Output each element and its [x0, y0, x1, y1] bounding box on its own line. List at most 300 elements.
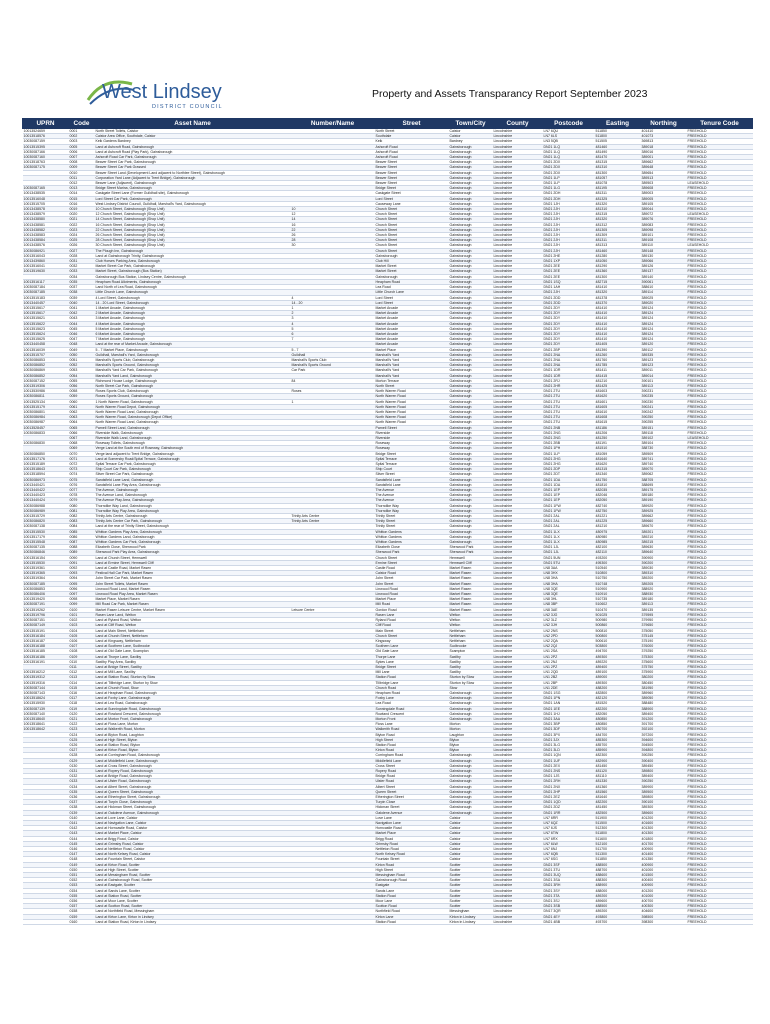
table-cell: FREEHOLD [687, 269, 753, 274]
table-cell: 481410 [595, 337, 641, 342]
table-cell: Lincolnshire [493, 420, 543, 425]
table-row [23, 279, 753, 284]
table-cell: 389102 [641, 435, 687, 440]
table-cell: 389101 [641, 233, 687, 238]
table-cell: LEASEHOLD [687, 181, 753, 186]
table-cell: DN21 2DY [543, 311, 595, 316]
table-cell: 22 [291, 227, 375, 232]
table-row [23, 810, 753, 815]
table-cell: Thorndike Way Land, Gainsborough [95, 503, 291, 508]
table-cell: DN21 2BP [543, 347, 595, 352]
table-row [23, 550, 753, 555]
table-cell: Lincolnshire [493, 430, 543, 435]
table-cell: Lincolnshire [493, 805, 543, 810]
table-cell: 10013519420 [23, 597, 69, 602]
table-cell: 5 [291, 326, 375, 331]
table-cell: Gainsborough [449, 701, 493, 706]
table-cell: Land at Floss Lane, Morton [95, 722, 291, 727]
table-cell: 375600 [641, 659, 687, 664]
table-cell: 510470 [595, 607, 641, 612]
table-cell: LN2 2QA [543, 638, 595, 643]
table-row [23, 644, 753, 649]
table-cell: Land at Albert Street, Gainsborough [95, 784, 291, 789]
table-cell: 0157 [69, 904, 95, 909]
table-cell: FREEHOLD [687, 836, 753, 841]
table-cell: 10013516187 [23, 638, 69, 643]
table-cell: DN21 2NB [543, 425, 595, 430]
table-cell: 12 Church Street, Gainsborough (Shop Unit) [95, 212, 291, 217]
table-cell: 481810 [595, 482, 641, 487]
table-cell: 10013518640 [23, 716, 69, 721]
table-cell: 389662 [641, 514, 687, 519]
table-cell: Morton Front [375, 716, 449, 721]
table-cell: 1 [291, 305, 375, 310]
table-cell: Mill Road [375, 602, 449, 607]
table-cell: 389113 [641, 383, 687, 388]
table-cell: Bridge Street Marina, Gainsborough [95, 186, 291, 191]
table-cell: 26 Church Street, Gainsborough (Shop Unit) [95, 233, 291, 238]
table-cell: 389140 [641, 274, 687, 279]
table-cell: 10030087160 [23, 155, 69, 160]
table-cell: FREEHOLD [687, 321, 753, 326]
table-cell: Ulster Road [375, 779, 449, 784]
table-cell: Church Street [375, 633, 449, 638]
table-cell: 389310 [641, 571, 687, 576]
table-cell: 481057 [595, 175, 641, 180]
table-cell: 389920 [641, 503, 687, 508]
table-cell: The Avenue [375, 498, 449, 503]
table-cell: 389180 [641, 597, 687, 602]
table-cell: Lincolnshire [493, 638, 543, 643]
table-row [23, 732, 753, 737]
table-cell: 389025 [641, 295, 687, 300]
table-cell: Sands Lane [375, 888, 449, 893]
table-cell: Land at Cliff Road, Welton [95, 623, 291, 628]
table-cell: 0015 [69, 196, 95, 201]
table-cell: 0150 [69, 867, 95, 872]
table-cell: FREEHOLD [687, 368, 753, 373]
table-cell: Gainsborough [449, 264, 493, 269]
table-cell: FREEHOLD [687, 519, 753, 524]
table-cell: 10013515617 [23, 311, 69, 316]
table-cell: 481601 [595, 399, 641, 404]
table-cell: Gainsborough [449, 789, 493, 794]
table-cell: 0016 [69, 201, 95, 206]
table-cell: Lincolnshire [493, 274, 543, 279]
table-cell: Church Street [375, 248, 449, 253]
table-cell: 481410 [595, 316, 641, 321]
table-cell: Land at Queen Street, Gainsborough [95, 789, 291, 794]
table-cell: 389124 [641, 316, 687, 321]
table-row [23, 175, 753, 180]
table-cell: Market Arcade [375, 337, 449, 342]
table-cell: DN21 1JH [543, 201, 595, 206]
table-cell: DN21 1JL [543, 545, 595, 550]
table-cell: Church Street [375, 233, 449, 238]
table-cell: Gainsborough [449, 711, 493, 716]
table-cell: Land at Ulster Road, Gainsborough [95, 779, 291, 784]
table-cell: 398300 [641, 919, 687, 924]
table-row [23, 638, 753, 643]
table-cell: DN21 1DR [543, 368, 595, 373]
table-cell: Ship Court [375, 467, 449, 472]
table-cell: Gainsborough [449, 399, 493, 404]
table-cell: 0143 [69, 831, 95, 836]
table-cell: LN8 3HX [543, 571, 595, 576]
table-cell: 0102 [69, 618, 95, 623]
table-cell: 0105 [69, 633, 95, 638]
table-cell: 375900 [641, 670, 687, 675]
table-cell: LN1 2PZ [543, 664, 595, 669]
table-cell: Land at Oakdene Avenue, Gainsborough [95, 810, 291, 815]
table-cell: Market Arcade [375, 311, 449, 316]
table-cell: 10030087138 [23, 524, 69, 529]
table-cell: 0068 [69, 441, 95, 446]
table-cell: Lincolnshire [493, 253, 543, 258]
table-cell: Saxilby Play Area, Saxilby [95, 659, 291, 664]
table-cell: Ashcroft Road [375, 155, 449, 160]
table-cell: FREEHOLD [687, 430, 753, 435]
table-cell: Market Rasen [449, 607, 493, 612]
table-cell: Gainsborough [449, 300, 493, 305]
table-row [23, 654, 753, 659]
table-cell: Mill Lane [375, 670, 449, 675]
table-cell: Trinity Street [375, 519, 449, 524]
table-row [23, 186, 753, 191]
table-cell: 400400 [641, 878, 687, 883]
table-cell: DN21 3SB [543, 904, 595, 909]
table-cell: 0032 [69, 264, 95, 269]
table-cell: 0019 [69, 207, 95, 212]
table-cell: FREEHOLD [687, 716, 753, 721]
table-cell: Church Street [375, 243, 449, 248]
table-cell: 0046 [69, 331, 95, 336]
table-row [23, 602, 753, 607]
table-cell: 488900 [595, 883, 641, 888]
table-cell: 375300 [641, 654, 687, 659]
table-cell: 390250 [641, 779, 687, 784]
table-cell: 389044 [641, 207, 687, 212]
table-cell: Beaver Street [375, 170, 449, 175]
table-cell: FREEHOLD [687, 701, 753, 706]
table-cell: 389660 [641, 519, 687, 524]
table-cell: Gainsborough [449, 462, 493, 467]
table-cell: 0047 [69, 337, 95, 342]
table-cell: FREEHOLD [687, 550, 753, 555]
table-cell: DN21 1HJ [543, 711, 595, 716]
table-cell: FREEHOLD [687, 810, 753, 815]
table-cell: Gainsborough [449, 435, 493, 440]
table-cell: 510900 [595, 586, 641, 591]
table-cell: 10030087149 [23, 623, 69, 628]
table-cell: Gainsborough [449, 363, 493, 368]
table-cell: 10013438580 [23, 217, 69, 222]
table-cell: 480980 [595, 534, 641, 539]
table-cell: Lincolnshire [493, 566, 543, 571]
table-cell: 389001 [641, 155, 687, 160]
table-cell: Gainsborough [449, 456, 493, 461]
table-cell: Lincolnshire [493, 716, 543, 721]
table-cell: DN21 1LG [543, 186, 595, 191]
table-cell: 10013518763 [23, 160, 69, 165]
table-cell: DN21 3SF [543, 862, 595, 867]
table-cell: Lincolnshire [493, 774, 543, 779]
table-cell: Welton [449, 618, 493, 623]
table-cell: Lincolnshire [493, 711, 543, 716]
table-cell: FREEHOLD [687, 888, 753, 893]
table-cell: 0135 [69, 789, 95, 794]
table-cell: Lincolnshire [493, 134, 543, 139]
table-cell: Lincolnshire [493, 191, 543, 196]
table-cell: 10030087144 [23, 685, 69, 690]
table-cell: Land at Brigg Road, Caistor [95, 836, 291, 841]
table-cell: Laughton [449, 732, 493, 737]
table-cell: Gainsborough [449, 357, 493, 362]
table-cell: Corporation Yard Lane (Adjacent to Trent Bridge), Gainsborough [95, 175, 291, 180]
table-cell: 0128 [69, 753, 95, 758]
table-cell: FREEHOLD [687, 129, 753, 134]
table-cell: 0149 [69, 862, 95, 867]
table-cell: Land at Mill Lane, Saxilby [95, 670, 291, 675]
table-cell: FREEHOLD [687, 867, 753, 872]
table-cell: Lincolnshire [493, 404, 543, 409]
table-cell: Market Arcade [375, 326, 449, 331]
table-cell: 0109 [69, 654, 95, 659]
table-cell: Hickman Street [375, 805, 449, 810]
table-cell: Sandsfield Lane [375, 477, 449, 482]
table-cell: 0006 [69, 149, 95, 154]
table-cell: 10013516188 [23, 644, 69, 649]
table-cell: 10 [291, 207, 375, 212]
table-cell: Lincolnshire [493, 409, 543, 414]
table-cell: 10013516041 [23, 264, 69, 269]
table-cell: 389201 [641, 529, 687, 534]
table-cell: FREEHOLD [687, 373, 753, 378]
table-cell: 0056 [69, 383, 95, 388]
table-row [23, 753, 753, 758]
table-cell: Scotter [449, 893, 493, 898]
table-cell: 495300 [595, 560, 641, 565]
table-cell: 500980 [595, 618, 641, 623]
table-cell: 0131 [69, 768, 95, 773]
table-cell: 388480 [641, 701, 687, 706]
table-cell: 10013440457 [23, 300, 69, 305]
table-cell: 10013515623 [23, 326, 69, 331]
table-cell: DN21 1LX [543, 529, 595, 534]
table-cell: Land at Moor Lane, Scotter [95, 899, 291, 904]
table-cell: North Warren Road Land, Gainsborough [95, 409, 291, 414]
table-cell: 0027 [69, 248, 95, 253]
table-cell: 16 [291, 222, 375, 227]
table-cell: Riverside Walk Land, Gainsborough [95, 435, 291, 440]
table-cell: Roseway Toilets, Gainsborough [95, 441, 291, 446]
table-cell: Land at Walkerith Road, Morton [95, 727, 291, 732]
table-cell: FREEHOLD [687, 706, 753, 711]
table-cell: Market Arcade [375, 321, 449, 326]
table-row [23, 649, 753, 654]
table-cell: 0133 [69, 779, 95, 784]
table-cell: Gainsborough [449, 467, 493, 472]
table-cell: 482100 [595, 545, 641, 550]
table-cell: 10013517179 [23, 534, 69, 539]
table-cell: Land at Turpin Close, Gainsborough [95, 800, 291, 805]
table-cell: DN21 2NA [543, 363, 595, 368]
table-row [23, 904, 753, 909]
table-cell: Elizabeth Close [375, 545, 449, 550]
table-cell: FREEHOLD [687, 352, 753, 357]
table-cell: DN21 1DA [543, 477, 595, 482]
table-cell: 10030087135 [23, 545, 69, 550]
table-cell: 0003 [69, 139, 95, 144]
table-cell: 481260 [595, 352, 641, 357]
table-cell: 488600 [595, 873, 641, 878]
table-row [23, 633, 753, 638]
table-cell: 481250 [595, 435, 641, 440]
table-cell: Gainsborough [449, 784, 493, 789]
table-cell: 0012 [69, 181, 95, 186]
table-cell: DN21 2TU [543, 394, 595, 399]
table-cell: Caistor [449, 847, 493, 852]
table-cell: DN21 2JH [543, 248, 595, 253]
table-row [23, 415, 753, 420]
table-cell: Lincolnshire [493, 368, 543, 373]
table-cell: 389108 [641, 238, 687, 243]
table-cell: Lincolnshire [493, 394, 543, 399]
table-cell: 10030087166 [23, 149, 69, 154]
table-cell: 0107 [69, 644, 95, 649]
table-cell: Market Rasen [449, 597, 493, 602]
table-cell: Club Horses Parking Area, Gainsborough [95, 259, 291, 264]
table-cell: 10030086984 [23, 415, 69, 420]
table-cell: FREEHOLD [687, 175, 753, 180]
table-cell: DN21 1AN [543, 701, 595, 706]
table-cell: FREEHOLD [687, 784, 753, 789]
table-cell: Roses Sports Club, Gainsborough [95, 389, 291, 394]
table-cell: 30 Church Street, Gainsborough (Shop Unit) [95, 243, 291, 248]
table-cell: FREEHOLD [687, 899, 753, 904]
table-cell: 0075 [69, 477, 95, 482]
table-cell: 0038 [69, 290, 95, 295]
table-cell: 0044 [69, 321, 95, 326]
table-cell: Silver Street [375, 472, 449, 477]
table-cell: Lincolnshire [493, 857, 543, 862]
table-cell: 10030086853 [23, 586, 69, 591]
table-cell: 389740 [641, 462, 687, 467]
table-cell: 379595 [641, 612, 687, 617]
table-cell: 10013519796 [23, 612, 69, 617]
table-cell: Parnell Street [375, 425, 449, 430]
table-cell: Caistor [449, 831, 493, 836]
table-cell: FREEHOLD [687, 586, 753, 591]
table-cell: 493800 [595, 914, 641, 919]
table-row [23, 826, 753, 831]
table-cell: 10013439860 [23, 259, 69, 264]
table-cell: LEASEHOLD [687, 435, 753, 440]
table-cell: Kirton in Lindsey [449, 919, 493, 924]
table-cell: Land at Station Road, Sturton by Stow [95, 675, 291, 680]
table-cell: 389800 [641, 795, 687, 800]
table-cell: 389151 [641, 425, 687, 430]
table-cell: Land at Foxby Lane, Gainsborough [95, 696, 291, 701]
table-cell: 390400 [641, 758, 687, 763]
table-cell: Lincolnshire [493, 815, 543, 820]
table-cell: FREEHOLD [687, 831, 753, 836]
table-cell: Sunningdale Road [375, 706, 449, 711]
table-cell: Gainsborough [449, 477, 493, 482]
table-cell: 0125 [69, 737, 95, 742]
table-cell: 10013516117 [23, 279, 69, 284]
table-cell: FREEHOLD [687, 555, 753, 560]
table-row [23, 805, 753, 810]
table-cell: 390101 [641, 378, 687, 383]
table-cell: Lincolnshire [493, 139, 543, 144]
table-cell: Lincolnshire [493, 654, 543, 659]
table-cell: Market Place [375, 597, 449, 602]
table-cell: 10030087143 [23, 690, 69, 695]
table-cell: 389062 [641, 472, 687, 477]
table-cell: 10013440424 [23, 498, 69, 503]
table-cell: Lord Street [375, 196, 449, 201]
table-cell: 481315 [595, 212, 641, 217]
table-row [23, 467, 753, 472]
table-cell: 375750 [641, 664, 687, 669]
table-cell: FREEHOLD [687, 149, 753, 154]
table-cell: 379650 [641, 623, 687, 628]
table-row [23, 742, 753, 747]
table-cell: Gainsborough [449, 259, 493, 264]
table-cell: Hemswell Cliff [449, 560, 493, 565]
table-row [23, 664, 753, 669]
table-cell: 0049 [69, 347, 95, 352]
table-cell: FREEHOLD [687, 805, 753, 810]
table-cell: Lincolnshire [493, 576, 543, 581]
table-cell: 10030087185 [23, 290, 69, 295]
table-cell: 389741 [641, 456, 687, 461]
table-cell: LN1 2DE [543, 685, 595, 690]
table-cell: Cliff Road [375, 623, 449, 628]
table-cell: 0002 [69, 134, 95, 139]
table-cell: Church Road [375, 685, 449, 690]
table-cell: Land at Love Lane, Caistor [95, 815, 291, 820]
table-cell: 512100 [595, 841, 641, 846]
table-cell: 481490 [595, 149, 641, 154]
table-cell: DN21 2DD [543, 300, 595, 305]
table-row [23, 618, 753, 623]
table-cell: Marshall's Sports Ground [291, 363, 375, 368]
table-cell: Lincolnshire [493, 670, 543, 675]
table-cell: 10030086833 [23, 430, 69, 435]
table-cell: Thorpe Lane [375, 654, 449, 659]
table-row [23, 841, 753, 846]
table-cell: Roses [291, 389, 375, 394]
table-cell: Land at Etherington Street, Gainsborough [95, 795, 291, 800]
table-cell: Sturton by Stow [449, 675, 493, 680]
table-cell: 10 Church Street, Gainsborough (Shop Unit) [95, 207, 291, 212]
table-cell: 0010 [69, 170, 95, 175]
table-cell: 482120 [595, 696, 641, 701]
table-cell: Lincolnshire [493, 295, 543, 300]
table-cell: Lord Street [375, 300, 449, 305]
table-cell: Lincolnshire [493, 305, 543, 310]
table-cell: Lincolnshire [493, 217, 543, 222]
table-cell: Gainsborough [449, 503, 493, 508]
table-cell: Whitton Gardens [375, 529, 449, 534]
table-cell: Gainsborough [449, 540, 493, 545]
table-cell: FREEHOLD [687, 285, 753, 290]
table-cell: Gainsborough [449, 253, 493, 258]
table-cell: Lincolnshire [493, 706, 543, 711]
table-cell: 10013516043 [23, 253, 69, 258]
